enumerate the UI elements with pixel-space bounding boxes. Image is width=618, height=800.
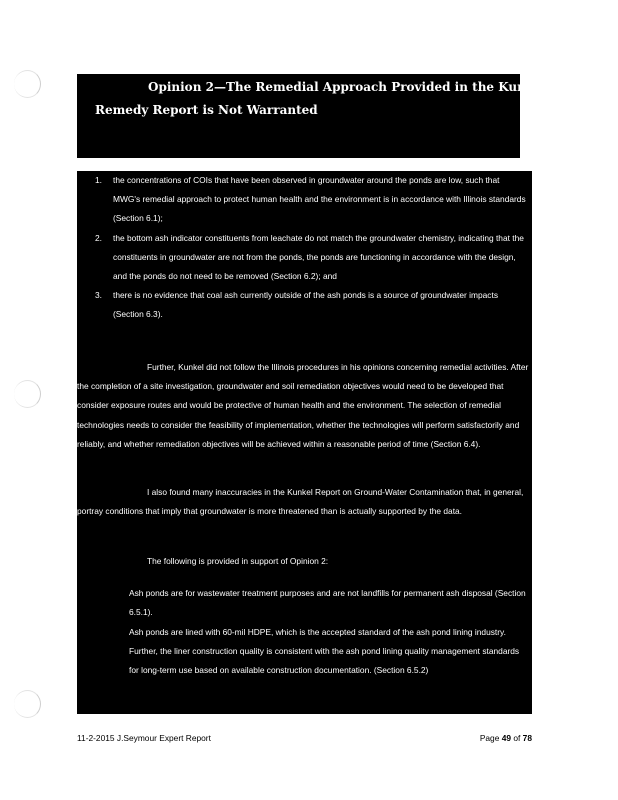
- list-item-text: there is no evidence that coal ash currently outside of the ash ponds is a source of groundwater impacts (Section 6.3).: [113, 290, 499, 320]
- punch-hole-mark: [14, 380, 41, 408]
- current-page: 49: [501, 733, 512, 743]
- list-item-number: 3.: [95, 290, 102, 301]
- list-item-number: 2.: [95, 232, 102, 243]
- redacted-heading-block: [77, 74, 547, 158]
- punch-hole-mark: [14, 690, 41, 718]
- findings-list: [77, 171, 532, 325]
- redacted-body-block: [77, 171, 532, 714]
- opinion-heading-line-2: Remedy Report is Not Warranted: [95, 103, 318, 117]
- page-footer: [77, 732, 532, 744]
- list-item: [77, 229, 532, 287]
- list-item-text: the bottom ash indicator constituents from leachate do not match the groundwater chemistry, indicating that the constituents in groundwater are not from the ponds, the ponds are functioning in accordance with the design, and the ponds do not need to be removed (Section 6.2); and: [113, 232, 524, 282]
- support-item: Ash ponds are for wastewater treatment purposes and are not landfills for permanent ash disposal (Section 6.5.1).: [129, 588, 526, 618]
- support-item: Ash ponds are lined with 60-mil HDPE, which is the accepted standard of the ash pond lining industry. Further, the liner construction quality is consistent with the ash pond lining quality management standards for long-term use based on available construction documentation. (Section 6.5.2): [129, 627, 520, 676]
- page-of-label: of: [511, 733, 523, 743]
- opinion-heading-line-1: Opinion 2—The Remedial Approach Provided in the Kunkel: [148, 80, 547, 94]
- footer-report-name: 11-2-2015 J.Seymour Expert Report: [77, 733, 211, 743]
- list-item-number: 1.: [95, 175, 102, 185]
- page-label: Page: [479, 733, 502, 743]
- paragraph-support-intro: The following is provided in support of Opinion 2:: [147, 556, 329, 566]
- footer-page-number: [480, 732, 532, 744]
- paragraph-inaccuracies: I also found many inaccuracies in the Kunkel Report on Ground-Water Contamination that, in general, portray conditions that imply that groundwater is more threatened than is actually supported by the data.: [77, 487, 524, 517]
- list-item: [77, 286, 532, 324]
- list-item: [77, 171, 532, 229]
- punch-hole-mark: [14, 70, 41, 98]
- total-pages: 78: [522, 733, 532, 743]
- list-item-text: the concentrations of COIs that have been observed in groundwater around the ponds are low, such that MWG's remedial approach to protect human health and the environment is in accordance with Illinois standards (Section 6.1);: [113, 175, 526, 224]
- paragraph-remedial-procedures: Further, Kunkel did not follow the Illinois procedures in his opinions concerning remedial activities. After the completion of a site investigation, groundwater and soil remediation objectives would need to be developed that consider exposure routes and would be protective of human health and the environment. The selection of remedial technologies needs to consider the feasibility of implementation, whether the technologies will perform satisfactorily and reliably, and whether remediation objectives will be achieved within a reasonable period of time (Section 6.4).: [77, 362, 529, 449]
